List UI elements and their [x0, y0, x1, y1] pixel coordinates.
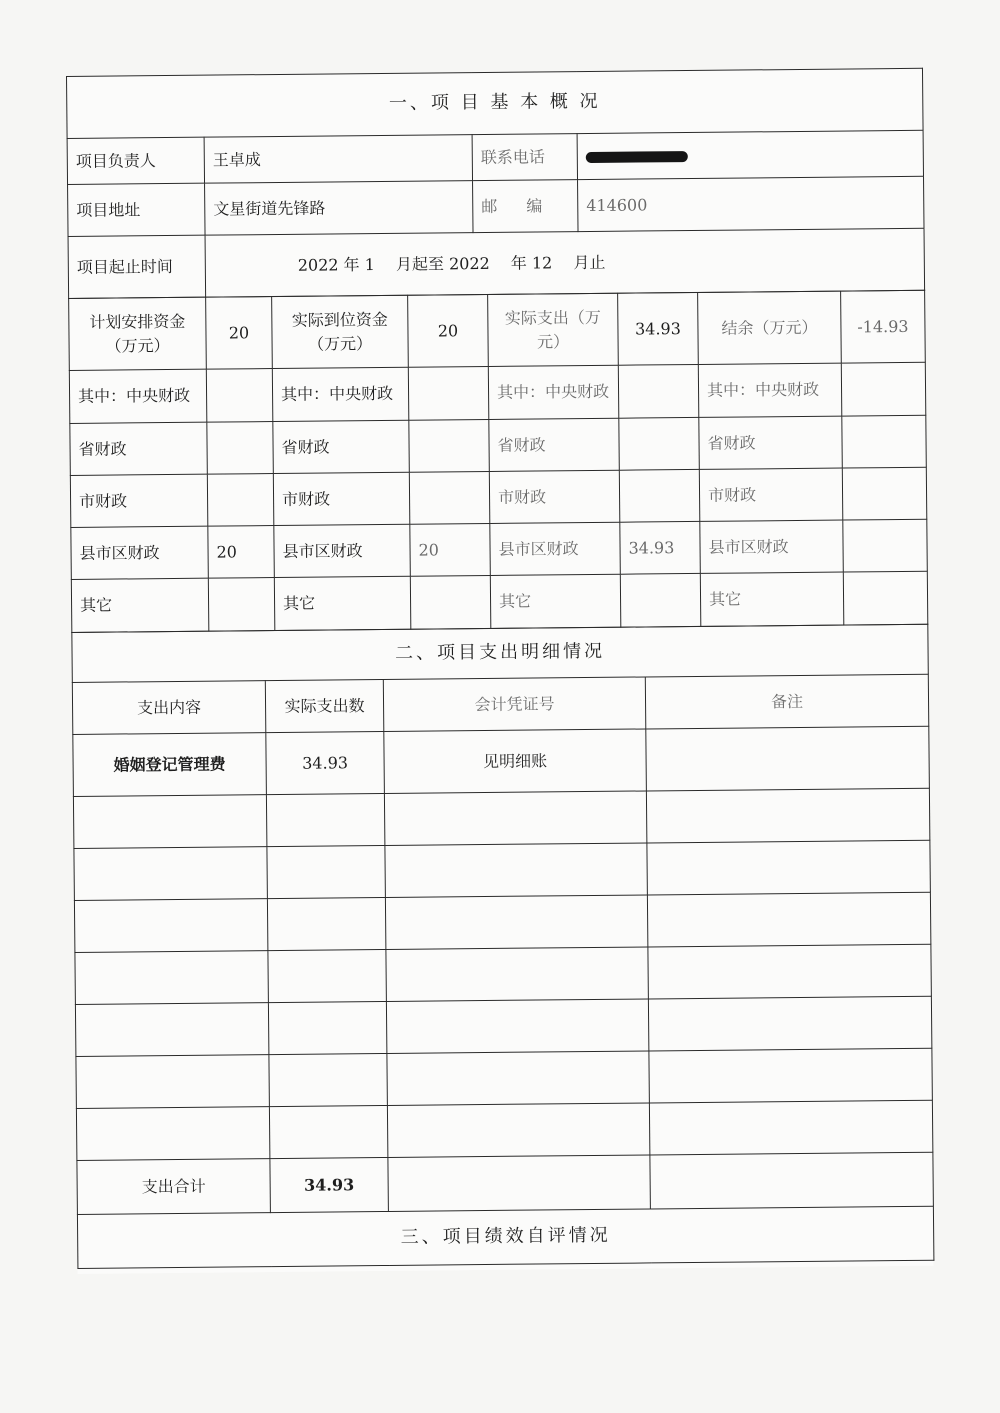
row-content — [75, 1003, 268, 1057]
row-content — [73, 795, 266, 849]
total-label: 支出合计 — [77, 1159, 271, 1215]
document-sheet — [66, 68, 933, 1274]
section3-title: 三、项目绩效自评情况 — [77, 1206, 933, 1268]
remark-header: 备注 — [645, 674, 928, 729]
spent-total: 34.93 — [618, 292, 699, 365]
address-label: 项目地址 — [68, 183, 205, 236]
row-voucher — [387, 1103, 649, 1158]
funds-row-planned: 20 — [208, 526, 274, 579]
table-row — [75, 996, 931, 1056]
funds-row-label: 其它 — [71, 578, 209, 632]
address-value: 文星街道先锋路 — [205, 181, 473, 236]
period-label: 项目起止时间 — [68, 235, 206, 298]
table-row — [73, 788, 929, 848]
row-amount — [269, 1105, 387, 1158]
arrived-header: 实际到位资金（万元） — [272, 295, 409, 368]
funds-row-label-spent: 市财政 — [489, 470, 619, 523]
table-row — [76, 1048, 932, 1108]
table-row — [76, 1100, 932, 1160]
table-row — [75, 944, 931, 1004]
funds-row-planned — [206, 369, 273, 423]
funds-row-label-balance: 其它 — [700, 572, 844, 626]
leader-label: 项目负责人 — [67, 137, 204, 184]
funds-row-label: 其中：中央财政 — [69, 369, 207, 423]
funds-row-planned — [207, 422, 273, 475]
funds-row-label: 省财政 — [70, 422, 207, 475]
funds-row-arrived — [409, 419, 489, 472]
amount-header: 实际支出数 — [265, 679, 383, 732]
row-remark — [647, 840, 930, 895]
planned-header: 计划安排资金（万元） — [69, 297, 207, 370]
funds-row-label: 市财政 — [70, 474, 207, 527]
voucher-header: 会计凭证号 — [383, 677, 645, 732]
spent-header: 实际支出（万元） — [488, 293, 619, 366]
balance-total: -14.93 — [841, 290, 926, 363]
funds-row-label-spent: 省财政 — [489, 418, 619, 471]
row-remark — [649, 1048, 932, 1103]
balance-header: 结余（万元） — [698, 291, 842, 364]
total-remark — [650, 1152, 934, 1209]
row-amount — [268, 1001, 386, 1054]
row-remark — [648, 996, 931, 1051]
table-row — [74, 892, 930, 952]
funds-row-label-balance: 省财政 — [699, 416, 842, 469]
row-remark — [649, 1100, 932, 1155]
postcode-value: 414600 — [578, 176, 925, 231]
row-voucher: 见明细账 — [384, 729, 647, 794]
leader-value: 王卓成 — [204, 135, 472, 184]
row-voucher — [385, 895, 647, 950]
row-amount — [269, 1053, 387, 1106]
funds-row-spent: 34.93 — [620, 521, 700, 574]
funds-row-balance — [842, 467, 926, 520]
row-remark — [648, 944, 931, 999]
funds-row — [71, 519, 927, 579]
table-row — [73, 726, 930, 796]
funds-row-planned — [208, 578, 275, 632]
row-content — [76, 1055, 269, 1109]
funds-row-spent — [618, 364, 699, 418]
funds-row-arrived: 20 — [410, 523, 490, 576]
planned-total: 20 — [206, 297, 273, 370]
section1-title: 一、项 目 基 本 概 况 — [67, 68, 924, 138]
funds-row-arrived — [409, 471, 489, 524]
arrived-total: 20 — [408, 294, 489, 367]
funds-row-balance — [843, 571, 928, 625]
funds-row-label-spent: 其它 — [490, 574, 621, 628]
funds-row-label: 县市区财政 — [71, 526, 208, 579]
funds-row-label-arrived: 县市区财政 — [274, 524, 410, 577]
funds-row-balance — [842, 415, 926, 468]
funds-row-label-arrived: 市财政 — [273, 472, 409, 525]
redaction-mark — [586, 151, 688, 163]
funds-row-label-arrived: 其它 — [274, 576, 411, 630]
total-row — [77, 1152, 933, 1214]
section2-title: 二、项目支出明细情况 — [72, 624, 928, 682]
funds-row-label-spent: 其中：中央财政 — [488, 365, 619, 419]
funds-row-label-spent: 县市区财政 — [490, 522, 620, 575]
row-amount — [268, 949, 386, 1002]
row-voucher — [384, 791, 646, 846]
funds-row-spent — [619, 417, 699, 470]
table-row — [74, 840, 930, 900]
total-value: 34.93 — [270, 1157, 389, 1212]
row-remark — [646, 788, 929, 843]
funds-row-label-balance: 其中：中央财政 — [698, 363, 842, 417]
funds-row-arrived — [408, 366, 489, 420]
funds-row — [70, 467, 926, 527]
funds-row-spent — [619, 469, 699, 522]
row-voucher — [386, 947, 648, 1002]
funds-table — [68, 290, 928, 633]
row-content — [76, 1107, 269, 1161]
row-amount: 34.93 — [266, 731, 385, 794]
total-voucher — [388, 1155, 651, 1212]
row-voucher — [387, 1051, 649, 1106]
funds-row — [71, 571, 927, 632]
funds-row-label-balance: 市财政 — [699, 468, 842, 521]
funds-row-planned — [207, 474, 273, 527]
row-remark — [646, 726, 930, 791]
funds-row — [70, 415, 926, 475]
row-amount — [266, 793, 384, 846]
expenditure-table — [71, 624, 934, 1269]
phone-label: 联系电话 — [472, 134, 577, 181]
funds-row-balance — [843, 519, 927, 572]
row-content — [74, 847, 267, 901]
funds-row-label-arrived: 省财政 — [273, 420, 409, 473]
row-content — [75, 951, 268, 1005]
row-voucher — [385, 843, 647, 898]
postcode-label: 邮 编 — [473, 180, 578, 233]
phone-value — [577, 130, 923, 179]
row-content: 婚姻登记管理费 — [73, 733, 267, 797]
row-remark — [647, 892, 930, 947]
funds-row-label-arrived: 其中：中央财政 — [272, 367, 409, 421]
period-value: 2022 年 1 月起至 2022 年 12 月止 — [205, 228, 925, 297]
row-amount — [267, 845, 385, 898]
funds-row-balance — [841, 362, 926, 416]
funds-row-arrived — [410, 575, 491, 629]
basic-info-table — [66, 68, 925, 299]
funds-row-spent — [620, 573, 701, 627]
row-voucher — [386, 999, 648, 1054]
funds-row — [69, 362, 925, 423]
content-header: 支出内容 — [72, 681, 265, 735]
row-amount — [267, 897, 385, 950]
row-content — [74, 899, 267, 953]
funds-row-label-balance: 县市区财政 — [700, 520, 843, 573]
